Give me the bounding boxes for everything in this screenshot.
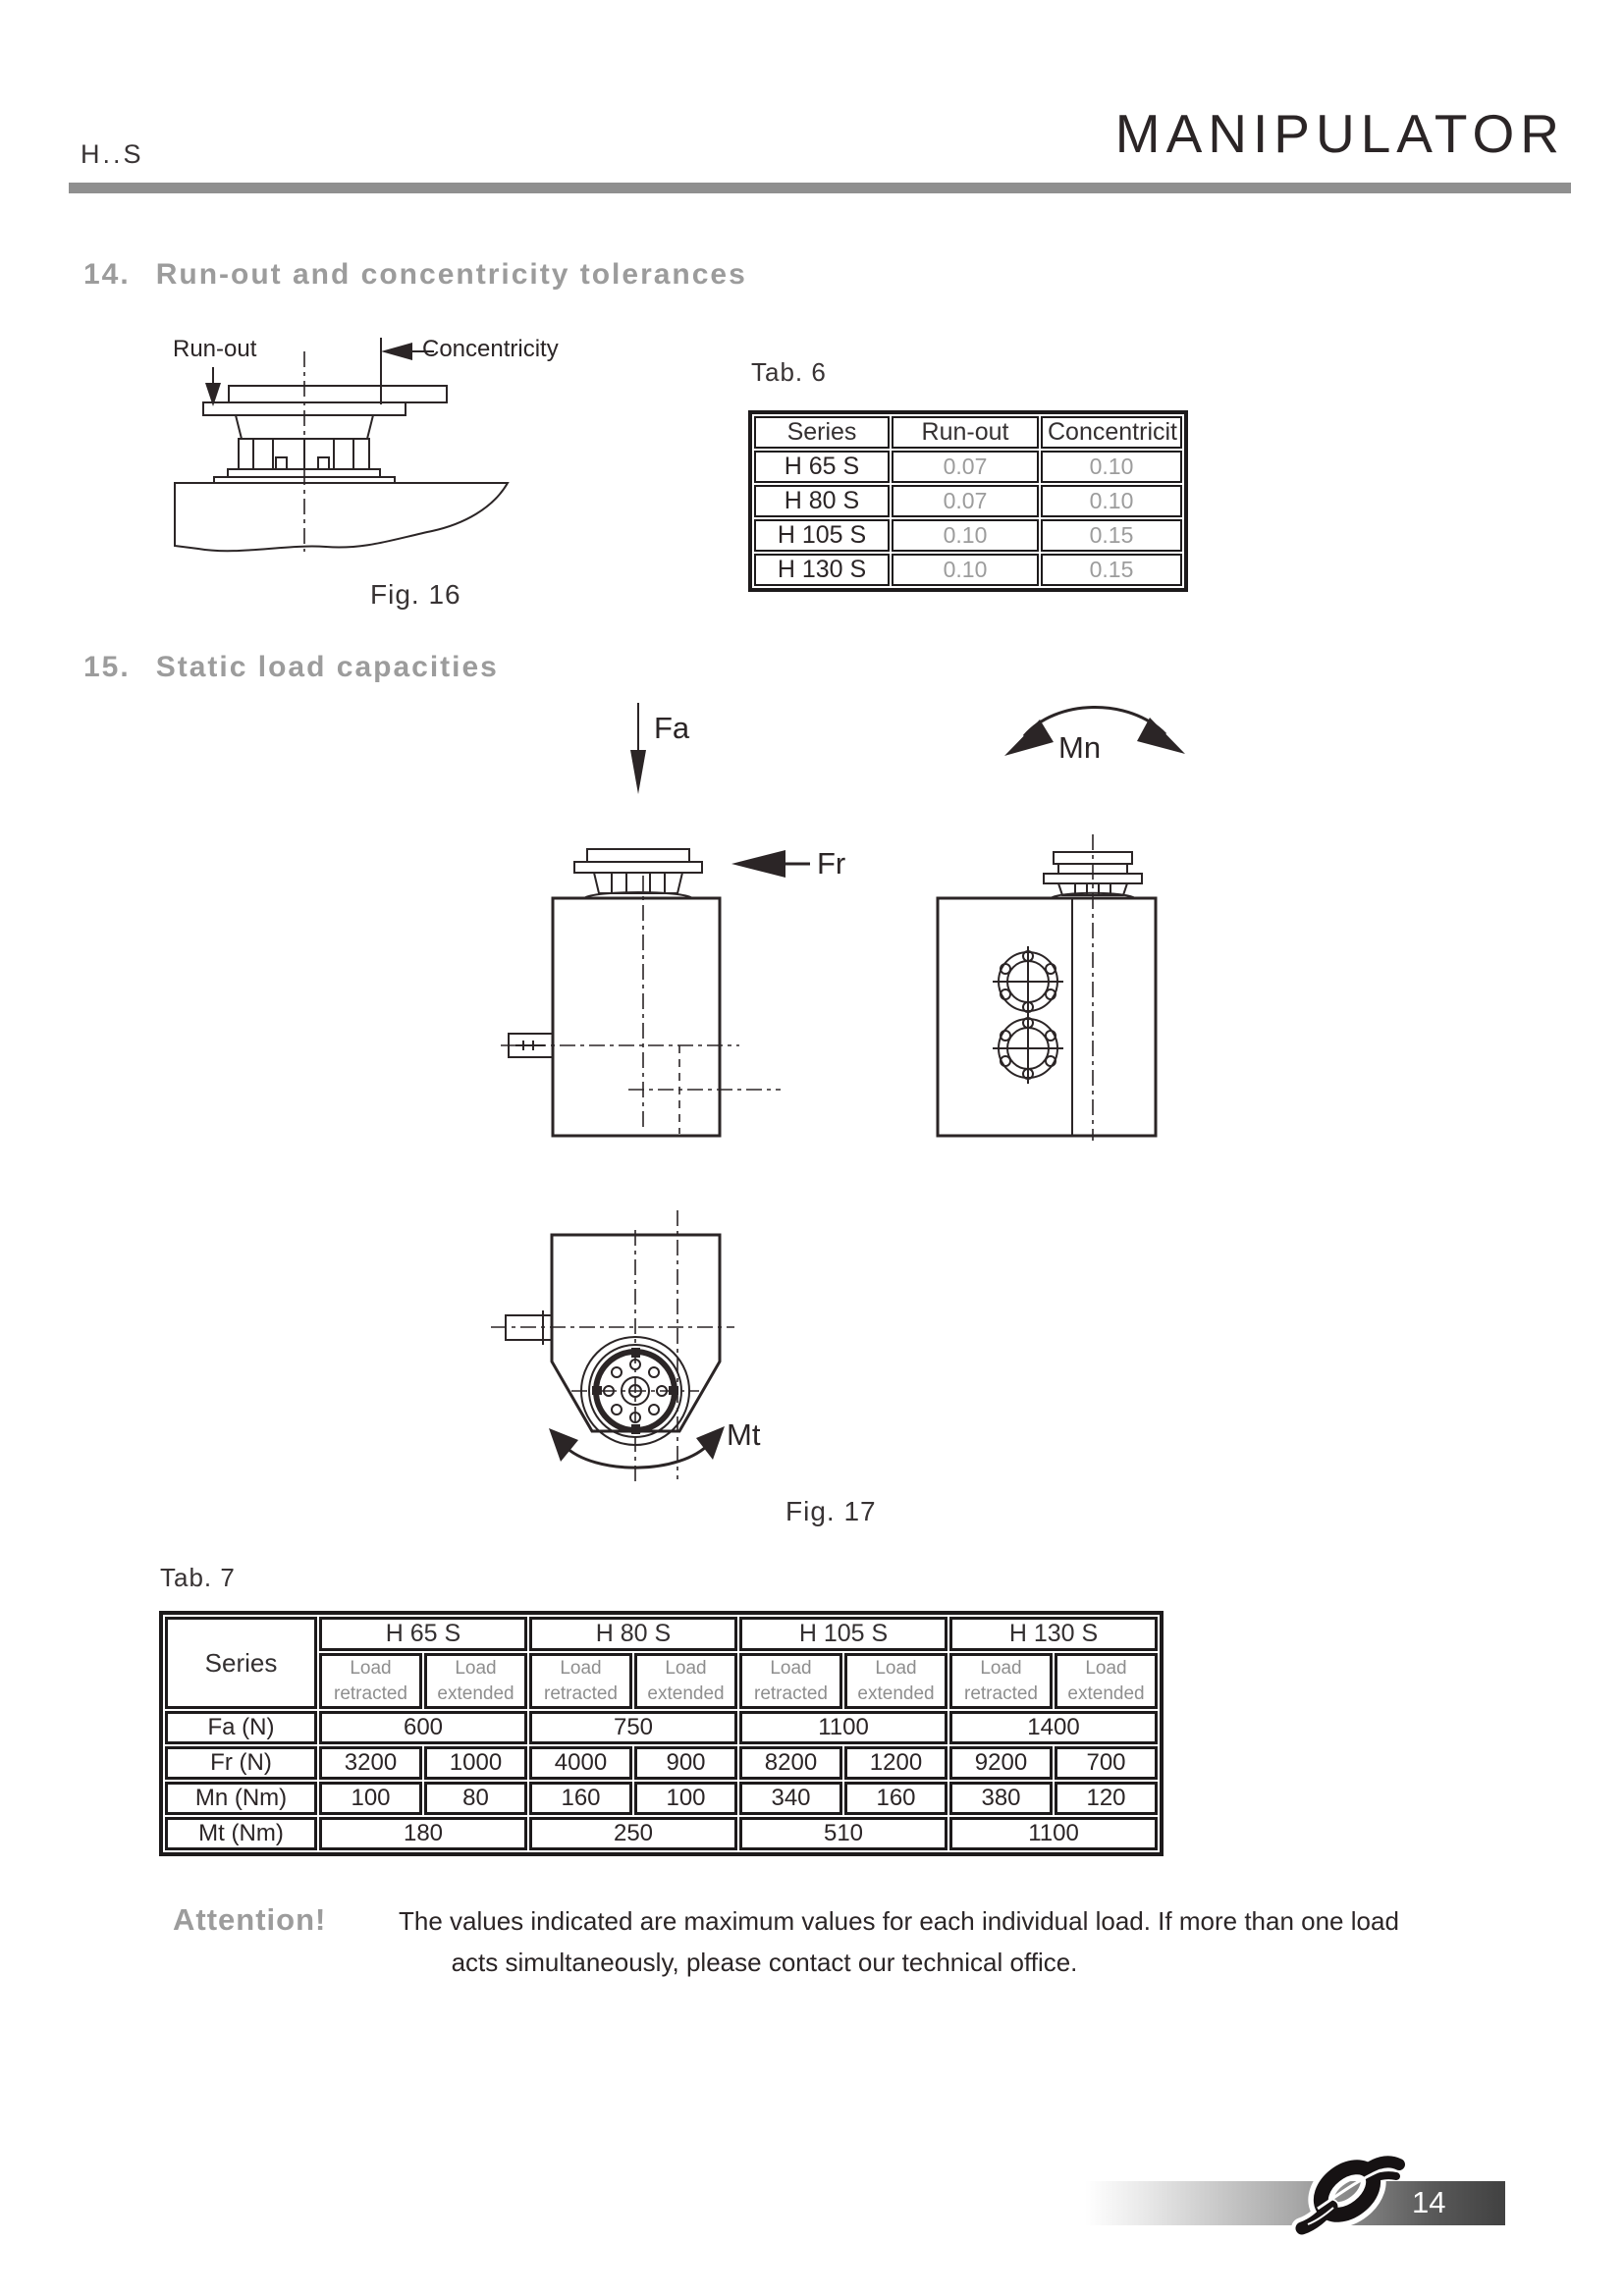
fig16-caption: Fig. 16	[370, 579, 461, 610]
tab6-table	[748, 410, 1188, 592]
tab7-subheader-load-extended: Load extended	[844, 1653, 947, 1709]
fr-arrow-icon	[731, 850, 810, 878]
tab7-row-label: Fr (N)	[165, 1746, 317, 1780]
section-15-number: 15.	[83, 651, 131, 683]
tab7-value: 750	[529, 1711, 737, 1744]
header-divider	[69, 183, 1571, 193]
tab6-series: H 65 S	[754, 451, 890, 483]
mt-label: Mt	[727, 1417, 761, 1452]
tab7-subheader-load-extended: Load extended	[634, 1653, 737, 1709]
tab7-value: 1400	[949, 1711, 1158, 1744]
tab6-label: Tab. 6	[751, 357, 827, 387]
table-row	[754, 519, 1182, 552]
table-row	[165, 1746, 1158, 1780]
tab7-subheader-load-extended: Load extended	[424, 1653, 527, 1709]
tab7-value: 120	[1055, 1782, 1158, 1815]
port-flange-top	[993, 946, 1063, 1017]
tab7-row-label: Fa (N)	[165, 1711, 317, 1744]
tab7-value: 1100	[739, 1711, 947, 1744]
tab7-group-h105s: H 105 S	[739, 1617, 947, 1651]
tab7-value: 3200	[319, 1746, 422, 1780]
tab6-concentricity-value: 0.15	[1041, 554, 1182, 586]
tab7-table	[159, 1611, 1164, 1856]
attention-text-line1: The values indicated are maximum values for each individual load. If more than one load	[399, 1906, 1399, 1936]
section-14-number: 14.	[83, 258, 131, 291]
fr-label: Fr	[817, 846, 846, 881]
tab7-value: 250	[529, 1817, 737, 1850]
tab7-value: 9200	[949, 1746, 1053, 1780]
section-14-title: Run-out and concentricity tolerances	[155, 258, 747, 291]
section-15-title: Static load capacities	[155, 651, 499, 683]
tab7-value: 4000	[529, 1746, 632, 1780]
page-title: MANIPULATOR	[1114, 103, 1565, 164]
tab6-concentricity-value: 0.10	[1041, 451, 1182, 483]
tab6-series: H 80 S	[754, 485, 890, 517]
tab7-subheader-load-retracted: Load retracted	[319, 1653, 422, 1709]
tab6-header-series: Series	[754, 416, 890, 449]
tab7-value: 180	[319, 1817, 527, 1850]
tab7-group-h80s: H 80 S	[529, 1617, 737, 1651]
attention-text-line2: acts simultaneously, please contact our technical office.	[451, 1948, 1078, 1977]
table-row	[754, 554, 1182, 586]
tab7-value: 600	[319, 1711, 527, 1744]
tab6-header-concentricity: Concentricit	[1041, 416, 1182, 449]
runout-label: Run-out	[173, 336, 257, 362]
tab7-value: 160	[529, 1782, 632, 1815]
table-row	[165, 1711, 1158, 1744]
tab7-value: 510	[739, 1817, 947, 1850]
tab7-group-h65s: H 65 S	[319, 1617, 527, 1651]
tab7-value: 1100	[949, 1817, 1158, 1850]
tab7-value: 900	[634, 1746, 737, 1780]
tab6-series: H 105 S	[754, 519, 890, 552]
table-row	[165, 1617, 1158, 1651]
tab7-value: 340	[739, 1782, 842, 1815]
runout-arrow-icon	[205, 367, 221, 406]
tab6-runout-value: 0.10	[892, 519, 1039, 552]
tab7-subheader-load-retracted: Load retracted	[529, 1653, 632, 1709]
tab7-value: 1200	[844, 1746, 947, 1780]
tab7-value: 100	[634, 1782, 737, 1815]
tab7-subheader-load-retracted: Load retracted	[949, 1653, 1053, 1709]
tab7-series-header: Series	[165, 1617, 317, 1709]
table-row	[754, 416, 1182, 449]
section-15-heading	[83, 651, 499, 684]
fa-label: Fa	[654, 711, 690, 745]
tab6-runout-value: 0.07	[892, 451, 1039, 483]
mn-label: Mn	[1058, 730, 1102, 765]
section-14-heading	[83, 258, 747, 292]
port-flange-bottom	[993, 1013, 1063, 1084]
tab6-series: H 130 S	[754, 554, 890, 586]
fig17-front-view-drawing	[486, 1193, 810, 1497]
tab7-value: 8200	[739, 1746, 842, 1780]
tab7-value: 100	[319, 1782, 422, 1815]
tab7-group-h130s: H 130 S	[949, 1617, 1158, 1651]
tab7-value: 1000	[424, 1746, 527, 1780]
tab7-row-label: Mt (Nm)	[165, 1817, 317, 1850]
table-row	[165, 1782, 1158, 1815]
fig17-rear-view-drawing	[928, 834, 1168, 1148]
tab7-subheader-load-retracted: Load retracted	[739, 1653, 842, 1709]
concentricity-label: Concentricity	[422, 336, 559, 362]
tab7-label: Tab. 7	[160, 1563, 236, 1592]
brand-logo-icon	[1288, 2138, 1406, 2248]
table-row	[165, 1817, 1158, 1850]
table-row	[754, 451, 1182, 483]
page-number: 14	[1412, 2185, 1446, 2219]
tab6-concentricity-value: 0.15	[1041, 519, 1182, 552]
fig17-side-view-drawing	[496, 834, 908, 1148]
tab7-subheader-load-extended: Load extended	[1055, 1653, 1158, 1709]
tab6-concentricity-value: 0.10	[1041, 485, 1182, 517]
tab7-value: 380	[949, 1782, 1053, 1815]
product-code: H..S	[81, 139, 144, 169]
tab6-runout-value: 0.07	[892, 485, 1039, 517]
tab6-header-runout: Run-out	[892, 416, 1039, 449]
attention-label: Attention!	[173, 1902, 327, 1937]
tab7-value: 160	[844, 1782, 947, 1815]
fig17-caption: Fig. 17	[785, 1496, 877, 1526]
tab7-value: 700	[1055, 1746, 1158, 1780]
tab6-runout-value: 0.10	[892, 554, 1039, 586]
table-row	[754, 485, 1182, 517]
tab7-row-label: Mn (Nm)	[165, 1782, 317, 1815]
tab7-value: 80	[424, 1782, 527, 1815]
